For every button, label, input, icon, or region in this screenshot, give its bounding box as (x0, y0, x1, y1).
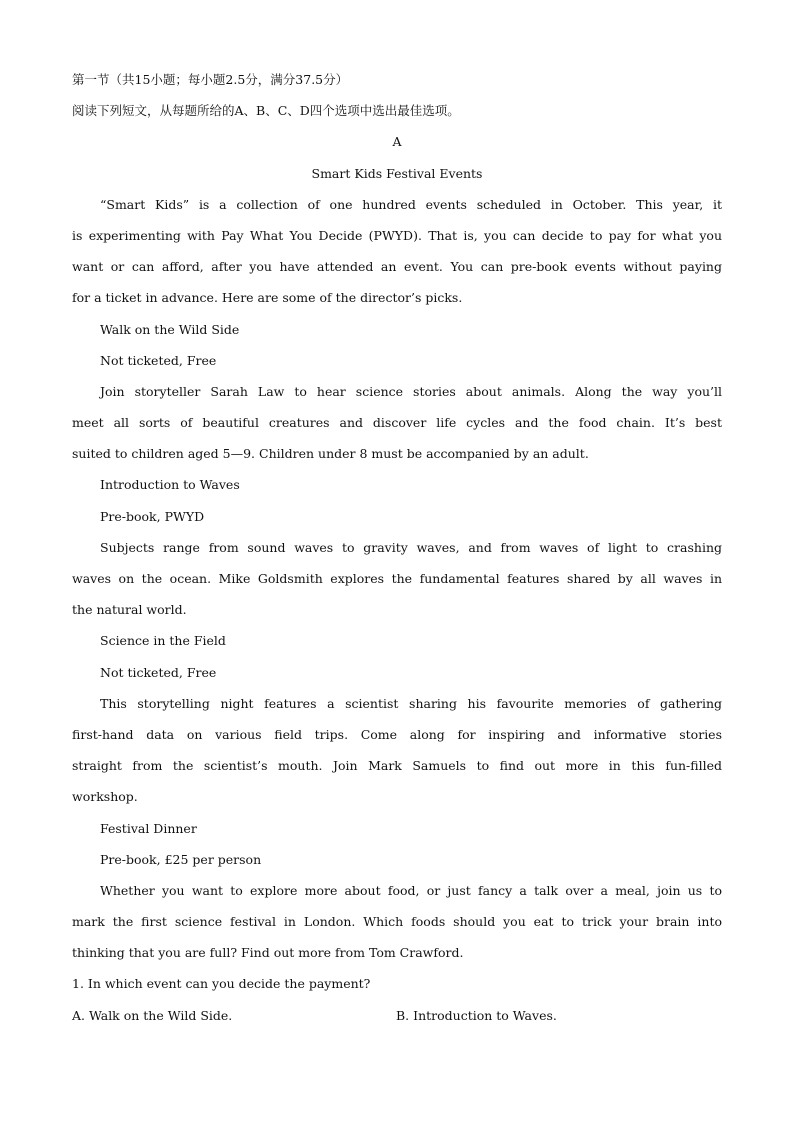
intro-paragraph (72, 189, 722, 314)
paragraph-line: Whether you want to explore more about food, or just fancy a talk over a meal, join us to (100, 882, 722, 898)
event-introduction-to-waves (72, 469, 722, 625)
event-science-in-the-field (72, 625, 722, 812)
section-header: 第一节（共15小题；每小题2.5分，满分37.5分） (72, 72, 349, 87)
question-1 (72, 968, 722, 1030)
instructions: 阅读下列短文，从每题所给的A、B、C、D四个选项中选出最佳选项。 (72, 103, 460, 119)
paragraph-line: want or can afford, after you have attended an event. You can pre-book events without paying (72, 259, 722, 275)
paragraph-line: meet all sorts of beautiful creatures and discover life cycles and the food chain. It’s best (72, 415, 722, 431)
event-festival-dinner (72, 813, 722, 969)
event-ticket: Not ticketed, Free (100, 352, 217, 368)
question-text: 1. In which event can you decide the payment? (72, 976, 371, 992)
passage-title: Smart Kids Festival Events (311, 165, 483, 181)
event-name: Walk on the Wild Side (100, 321, 240, 337)
event-ticket: Not ticketed, Free (100, 664, 217, 680)
event-name: Introduction to Waves (100, 477, 240, 493)
option-b: B. Introduction to Waves. (396, 1007, 557, 1023)
paragraph-line: straight from the scientist’s mouth. Join Mark Samuels to find out more in this fun-filled (72, 758, 722, 774)
passage-letter: A (392, 134, 402, 150)
paragraph-line: suited to children aged 5—9. Children under 8 must be accompanied by an adult. (72, 446, 589, 462)
paragraph-line: “Smart Kids” is a collection of one hundred events scheduled in October. This year, it (100, 196, 722, 212)
paragraph-line: the natural world. (72, 602, 187, 618)
paragraph-line: mark the first science festival in London. Which foods should you eat to trick your brain into (72, 914, 722, 930)
paragraph-line: thinking that you are full? Find out more from Tom Crawford. (72, 945, 464, 961)
option-a: A. Walk on the Wild Side. (72, 1007, 233, 1023)
paragraph-line: This storytelling night features a scientist sharing his favourite memories of gathering (100, 695, 722, 711)
paragraph-line: for a ticket in advance. Here are some of the director’s picks. (72, 290, 463, 306)
event-ticket: Pre-book, PWYD (100, 508, 205, 524)
paragraph-line: waves on the ocean. Mike Goldsmith explores the fundamental features shared by all waves in (72, 571, 722, 586)
paragraph-line: Subjects range from sound waves to gravity waves, and from waves of light to crashing (100, 539, 722, 555)
paragraph-line: is experimenting with Pay What You Decide (PWYD). That is, you can decide to pay for what you (72, 227, 722, 243)
event-name: Science in the Field (100, 633, 226, 649)
paragraph-line: first-hand data on various field trips. Come along for inspiring and informative stories (72, 726, 722, 742)
question-options (72, 1000, 722, 1031)
event-walk-on-the-wild-side (72, 314, 722, 470)
event-ticket: Pre-book, £25 per person (100, 851, 262, 867)
event-name: Festival Dinner (100, 820, 197, 836)
exam-page (72, 64, 722, 1031)
paragraph-line: Join storyteller Sarah Law to hear science stories about animals. Along the way you’ll (100, 383, 722, 399)
paragraph-line: workshop. (72, 789, 138, 805)
